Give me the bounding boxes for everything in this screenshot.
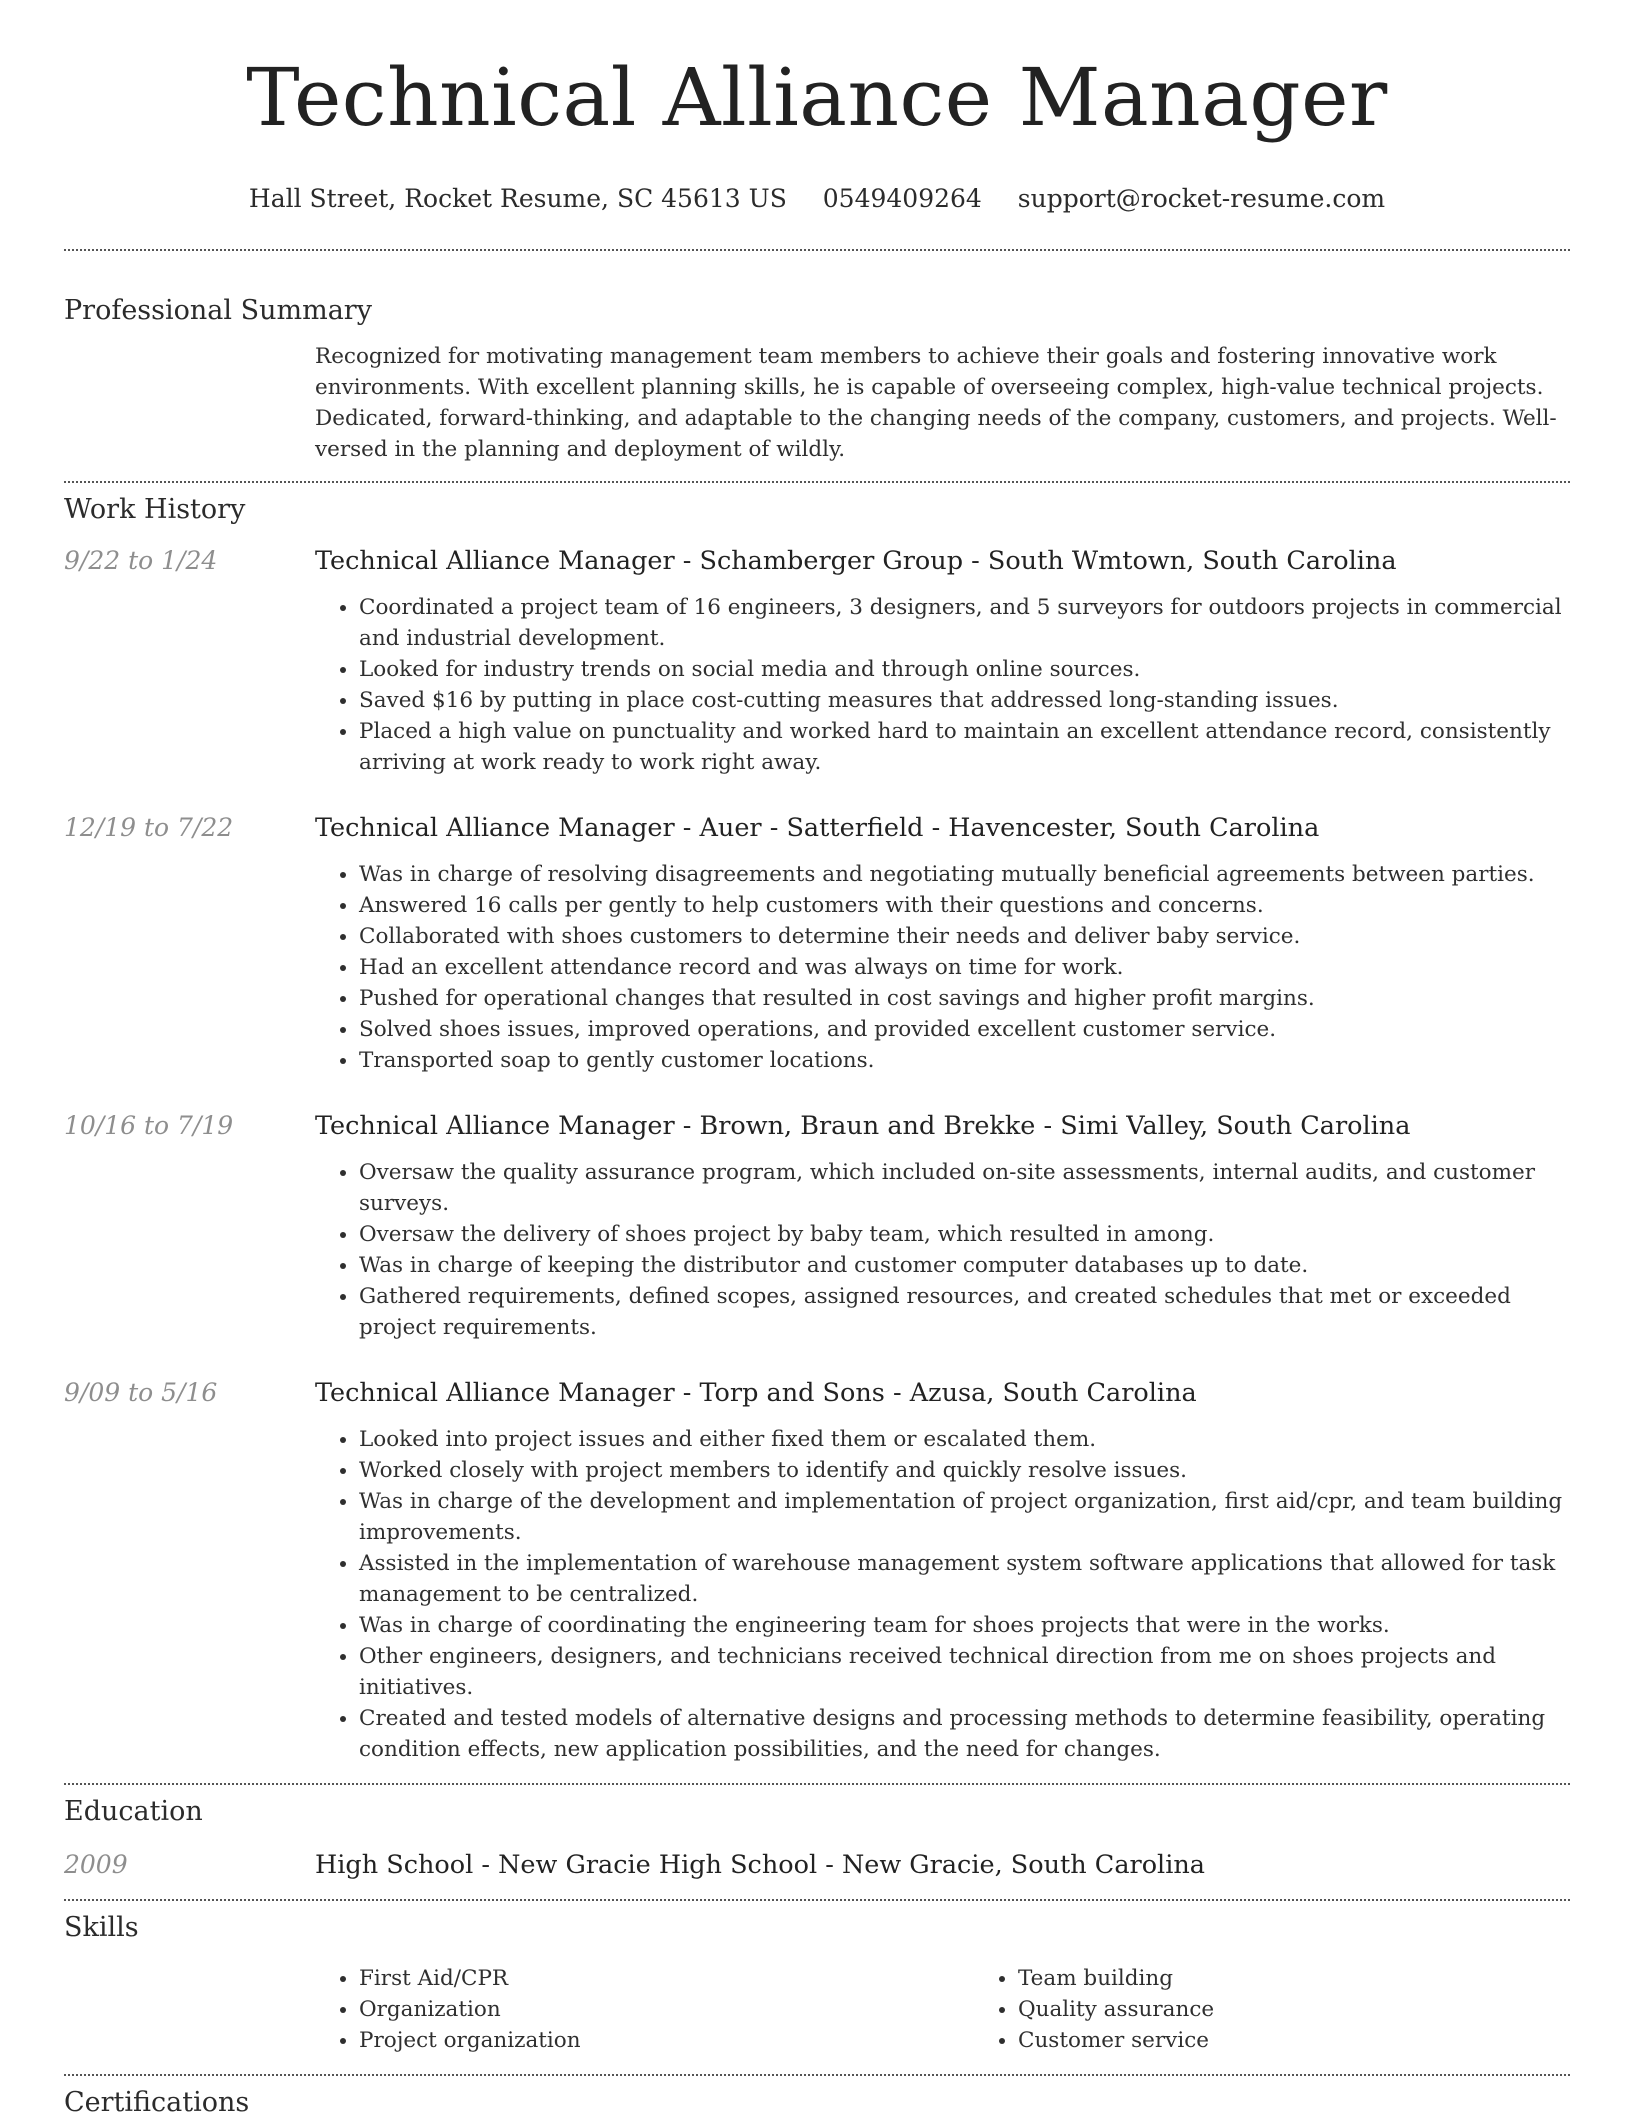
job-bullets [315,592,1570,778]
skill-item: • Customer service [1018,2025,1632,2056]
job-bullet: • Oversaw the quality assurance program, which included on-site assessments, internal audits, and customer surveys. [359,1157,1570,1219]
job-dates: 12/19 to 7/22 [64,813,234,842]
summary-text: Recognized for motivating management team members to achieve their goals and fostering innovative work environments. With excellent planning skills, he is capable of overseeing complex, high-value technical projects. Dedicated, forward-thinking, and adaptable to the changing needs of the company, customers, and projects. Well-versed in the planning and deployment of wildly. [315,344,1557,462]
section-title-summary: Professional Summary [64,295,372,326]
job-dates: 9/09 to 5/16 [64,1378,218,1407]
job-heading: Technical Alliance Manager - Schamberger Group - South Wmtown, South Carolina [315,546,1397,576]
job-dates: 9/22 to 1/24 [64,546,218,575]
job-bullet: • Other engineers, designers, and technicians received technical direction from me on shoes projects and initiatives. [359,1641,1570,1703]
skill-item: • First Aid/CPR [359,1963,974,1994]
divider [64,1899,1570,1901]
job-bullet: • Created and tested models of alternative designs and processing methods to determine feasibility, operating condition effects, new application possibilities, and the need for changes. [359,1703,1570,1765]
job-bullet: • Placed a high value on punctuality and worked hard to maintain an excellent attendance record, consistently arriving at work ready to work right away. [359,716,1570,778]
section-title-work-history: Work History [64,494,246,525]
divider [64,249,1570,251]
job-bullets [315,1157,1570,1343]
certifications-section [64,2086,1570,2120]
contact-email: support@rocket-resume.com [1017,184,1386,213]
section-title-certifications: Certifications [64,2087,250,2118]
contact-phone: 0549409264 [822,184,982,213]
job-bullet: • Collaborated with shoes customers to determine their needs and deliver baby service. [359,921,1570,952]
section-title-education: Education [64,1796,203,1827]
job-bullet: • Had an excellent attendance record and was always on time for work. [359,952,1570,983]
job-bullet: • Pushed for operational changes that resulted in cost savings and higher profit margins. [359,983,1570,1014]
section-title-skills: Skills [64,1912,139,1943]
skill-item: • Quality assurance [1018,1994,1632,2025]
skill-item: • Organization [359,1994,974,2025]
divider [64,1783,1570,1785]
job-bullet: • Was in charge of coordinating the engineering team for shoes projects that were in the works. [359,1610,1570,1641]
job-bullet: • Looked for industry trends on social media and through online sources. [359,654,1570,685]
skill-item: • Project organization [359,2025,974,2056]
job-bullet: • Gathered requirements, defined scopes, assigned resources, and created schedules that met or exceeded project requirements. [359,1281,1570,1343]
job-entry [64,1377,1570,1765]
skills-list [974,1963,1632,2056]
skill-item: • Team building [1018,1963,1632,1994]
job-dates: 10/16 to 7/19 [64,1111,234,1140]
job-bullet: • Assisted in the implementation of warehouse management system software applications that allowed for task management to be centralized. [359,1548,1570,1610]
contact-address: Hall Street, Rocket Resume, SC 45613 US [248,184,787,213]
job-bullet: • Worked closely with project members to identify and quickly resolve issues. [359,1455,1570,1486]
job-entry [64,545,1570,778]
job-bullet: • Coordinated a project team of 16 engineers, 3 designers, and 5 surveyors for outdoors projects in commercial and industrial development. [359,592,1570,654]
job-bullet: • Saved $16 by putting in place cost-cutting measures that addressed long-standing issues. [359,685,1570,716]
job-bullets [315,1424,1570,1765]
resume-name: Technical Alliance Manager [246,51,1388,144]
job-heading: Technical Alliance Manager - Brown, Braun and Brekke - Simi Valley, South Carolina [315,1111,1411,1141]
education-heading: High School - New Gracie High School - New Gracie, South Carolina [315,1850,1205,1880]
job-bullet: • Was in charge of the development and implementation of project organization, first aid/cpr, and team building improvements. [359,1486,1570,1548]
job-bullet: • Was in charge of keeping the distributor and customer computer databases up to date. [359,1250,1570,1281]
skills-list [315,1963,974,2056]
job-bullet: • Answered 16 calls per gently to help customers with their questions and concerns. [359,890,1570,921]
education-year: 2009 [64,1850,128,1879]
skills-section [64,1911,1570,2056]
job-bullets [315,859,1570,1076]
education-entry [64,1849,1570,1881]
job-bullet: • Solved shoes issues, improved operations, and provided excellent customer service. [359,1014,1570,1045]
job-heading: Technical Alliance Manager - Auer - Satterfield - Havencester, South Carolina [315,813,1320,843]
work-history-section [64,493,1570,1765]
job-bullet: • Transported soap to gently customer locations. [359,1045,1570,1076]
job-heading: Technical Alliance Manager - Torp and Sons - Azusa, South Carolina [315,1378,1197,1408]
divider [64,481,1570,483]
summary-section [64,294,1570,465]
job-bullet: • Was in charge of resolving disagreements and negotiating mutually beneficial agreements between parties. [359,859,1570,890]
job-bullet: • Looked into project issues and either fixed them or escalated them. [359,1424,1570,1455]
job-entry [64,812,1570,1076]
divider [64,2074,1570,2076]
job-entry [64,1110,1570,1343]
resume-page [64,0,1570,2120]
job-bullet: • Oversaw the delivery of shoes project by baby team, which resulted in among. [359,1219,1570,1250]
contact-line [64,184,1570,214]
education-section [64,1795,1570,1881]
